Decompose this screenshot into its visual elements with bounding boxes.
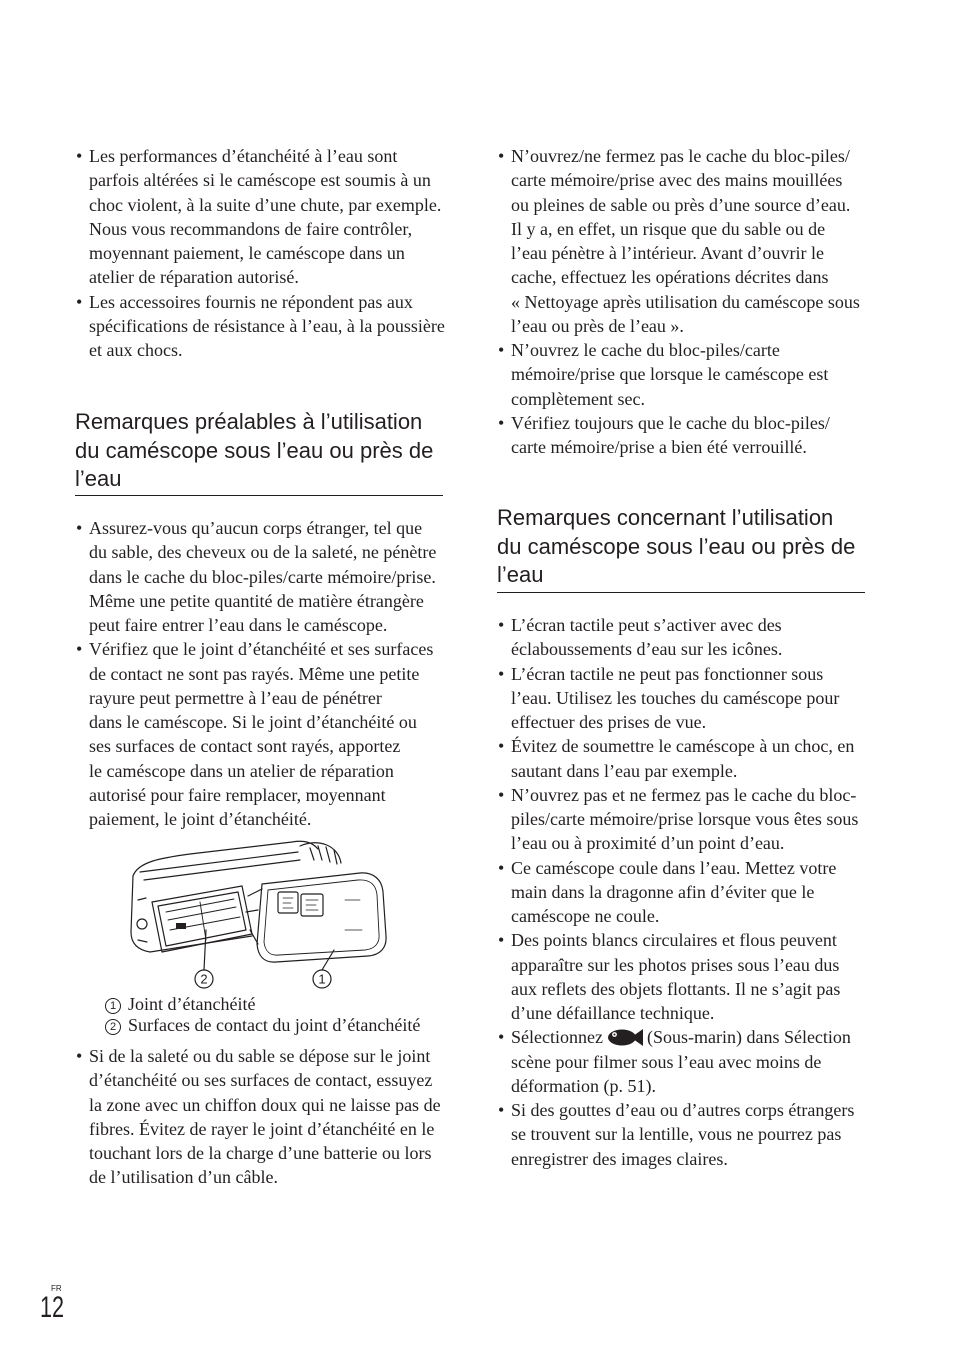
text-line: choc violent, à la suite d’une chute, par exemple. [89,194,442,215]
text-line: carte mémoire/prise a bien été verrouillé. [511,437,807,457]
bullet-item [497,411,865,460]
bullet-item [497,1025,865,1098]
left-after-figure-bullet-list [75,1044,443,1190]
text-line: dans le caméscope. Si le joint d’étanchéité ou [89,712,417,732]
camera-body [131,841,341,952]
heading-line: du caméscope sous l’eau ou près de [497,533,856,559]
text-line: main dans la dragonne afin d’éviter que le [511,881,815,902]
text-line: autorisé pour faire remplacer, moyennant [89,784,386,805]
bullet-item [497,783,865,856]
text-line: dans le cache du bloc-piles/carte mémoire/prise. [89,566,436,587]
caption-number: 1 [105,998,121,1014]
bullet-item [497,928,865,1025]
bullet-item [497,338,865,411]
right-intro-bullet-list [497,144,865,459]
bullet-item [497,144,865,338]
text-line: l’eau pénètre à l’intérieur. Avant d’ouvrir le [511,243,825,263]
left-section-bullet-list [75,516,443,831]
text-line: se trouvent sur la lentille, vous ne pourrez pas [511,1124,842,1145]
text-line: Vérifiez que le joint d’étanchéité et ses surfaces [89,639,434,660]
text-line: L’écran tactile peut s’activer avec des [511,615,782,635]
text-line: spécifications de résistance à l’eau, à la poussière [89,315,445,336]
bullet-item [497,662,865,735]
text-line: éclaboussements d’eau sur les icônes. [511,639,783,660]
bullet-marker: • [498,784,505,805]
bullet-item [497,734,865,783]
heading-line: du caméscope sous l’eau ou près de [75,437,434,463]
text-line: l’eau. Utilisez les touches du caméscope pour [511,687,840,708]
text-line: fibres. Évitez de rayer le joint d’étanchéité en le [89,1118,435,1139]
bullet-item [75,290,443,363]
text-line: Les accessoires fournis ne répondent pas aux [89,291,413,312]
text-line: N’ouvrez pas et ne fermez pas le cache du bloc- [511,784,857,805]
text-line: « Nettoyage après utilisation du caméscope sous [511,291,860,312]
bullet-marker: • [76,518,83,538]
text-line: l’eau ou près de l’eau ». [511,315,684,336]
text-line: apparaître sur les photos prises sous l’eau dus [511,954,840,975]
callout-number: 1 [318,971,326,987]
text-line: Il y a, en effet, un risque que du sable ou de [511,218,826,239]
text-line: moyennant paiement, le caméscope dans un [89,243,405,263]
text-line: Si de la saleté ou du sable se dépose sur le joint [89,1046,431,1066]
section-heading-right [497,504,865,593]
bullet-marker: • [498,857,505,878]
text-line: Nous vous recommandons de faire contrôler, [89,218,413,239]
text-line [511,1025,865,1049]
left-intro-bullet-list [75,144,443,362]
battery-compartment [152,886,252,952]
text-line: atelier de réparation autorisé. [89,267,299,288]
text-segment: Sélectionnez [511,1027,603,1048]
heading-line: Remarques préalables à l’utilisation [75,409,423,434]
cover-icon [278,892,298,913]
text-line: touchant lors de la charge d’une batterie ou lors [89,1143,432,1163]
callout-1 [313,970,331,988]
bullet-item [75,637,443,831]
text-line: caméscope ne coule. [511,906,660,926]
battery-cover [257,873,386,962]
text-line: parfois altérées si le caméscope est soumis à un [89,170,431,191]
leader-lines [204,930,334,970]
text-line: Vérifiez toujours que le cache du bloc-piles/ [511,412,830,433]
bullet-marker: • [76,291,83,312]
bullet-marker: • [498,340,505,360]
section-heading-left [75,408,443,496]
text-line: cache, effectuez les opérations décrites dans [511,267,829,288]
bullet-marker: • [498,930,505,951]
bullet-item [75,144,443,290]
bullet-marker: • [76,1046,83,1066]
caption-number: 2 [105,1019,121,1035]
text-line: peut faire entrer l’eau dans le caméscope. [89,615,388,635]
camera-cover-illustration [128,836,390,992]
callout-2 [195,970,213,988]
text-line: d’étanchéité ou ses surfaces de contact, essuyez [89,1070,433,1091]
text-line: complètement sec. [511,388,645,409]
bullet-marker: • [498,615,505,635]
language-tag: FR [51,1284,62,1293]
text-line: piles/carte mémoire/prise lorsque vous êtes sous [511,809,859,829]
text-line: scène pour filmer sous l’eau avec moins de [511,1051,822,1072]
bullet-item [497,613,865,662]
text-line: ses surfaces de contact sont rayés, apportez [89,736,401,757]
bullet-marker: • [498,663,505,684]
bullet-marker: • [76,639,83,660]
caption-text: Surfaces de contact du joint d’étanchéité [128,1015,421,1035]
fish-icon [607,1028,643,1047]
bullet-item [497,856,865,929]
text-line: de contact ne sont pas rayés. Même une petite [89,663,420,684]
text-line: paiement, le joint d’étanchéité. [89,809,312,829]
right-section-bullet-list [497,613,865,1171]
text-line: Les performances d’étanchéité à l’eau sont [89,146,398,166]
text-line: Des points blancs circulaires et flous peuvent [511,930,837,951]
text-line: l’eau ou à proximité d’un point d’eau. [511,833,785,854]
text-line: enregistrer des images claires. [511,1148,728,1169]
text-line: Assurez-vous qu’aucun corps étranger, tel que [89,518,423,538]
text-line: déformation (p. 51). [511,1075,656,1096]
text-segment: (Sous-marin) dans Sélection [646,1027,851,1048]
bullet-marker: • [498,1100,505,1120]
bullet-item [75,516,443,637]
bullet-marker: • [498,1027,505,1048]
text-line: d’une défaillance technique. [511,1003,715,1023]
caption-item [105,994,420,1015]
bullet-marker: • [498,412,505,433]
text-line: N’ouvrez/ne fermez pas le cache du bloc-piles/ [511,146,850,166]
text-line: carte mémoire/prise avec des mains mouillées [511,170,843,191]
text-line: le caméscope dans un atelier de réparation [89,760,394,781]
text-line: rayure peut permettre à l’eau de pénétrer [89,687,382,708]
text-line: Même une petite quantité de matière étrangère [89,590,424,611]
text-line: aux reflets des objets flottants. Il ne s’agit pas [511,978,841,999]
text-line: L’écran tactile ne peut pas fonctionner sous [511,663,824,684]
text-line: effectuer des prises de vue. [511,712,707,732]
text-line: Si des gouttes d’eau ou d’autres corps étrangers [511,1100,855,1120]
text-line: Évitez de soumettre le caméscope à un choc, en [511,736,855,757]
text-line: la zone avec un chiffon doux qui ne laisse pas de [89,1094,441,1115]
text-line: et aux chocs. [89,340,183,360]
text-line: de l’utilisation d’un câble. [89,1167,278,1188]
bullet-marker: • [498,736,505,757]
figure-captions [105,994,420,1036]
caption-item [105,1015,420,1036]
page-number: 12 [40,1291,65,1324]
bullet-item [75,1044,443,1190]
text-line: Ce caméscope coule dans l’eau. Mettez votre [511,857,837,878]
bullet-marker: • [76,146,83,166]
bullet-item [497,1098,865,1171]
text-line: N’ouvrez le cache du bloc-piles/carte [511,340,780,360]
bullet-marker: • [498,146,505,166]
callout-number: 2 [200,971,208,987]
heading-line: l’eau [497,562,544,587]
text-line: du sable, des cheveux ou de la saleté, ne pénètre [89,542,437,563]
caption-text: Joint d’étanchéité [128,994,256,1014]
text-line: mémoire/prise que lorsque le caméscope est [511,364,829,385]
text-line: sautant dans l’eau par exemple. [511,760,738,781]
heading-line: Remarques concernant l’utilisation [497,505,834,530]
text-line: ou pleines de sable ou près d’une source d’eau. [511,194,851,215]
heading-line: l’eau [75,466,122,491]
